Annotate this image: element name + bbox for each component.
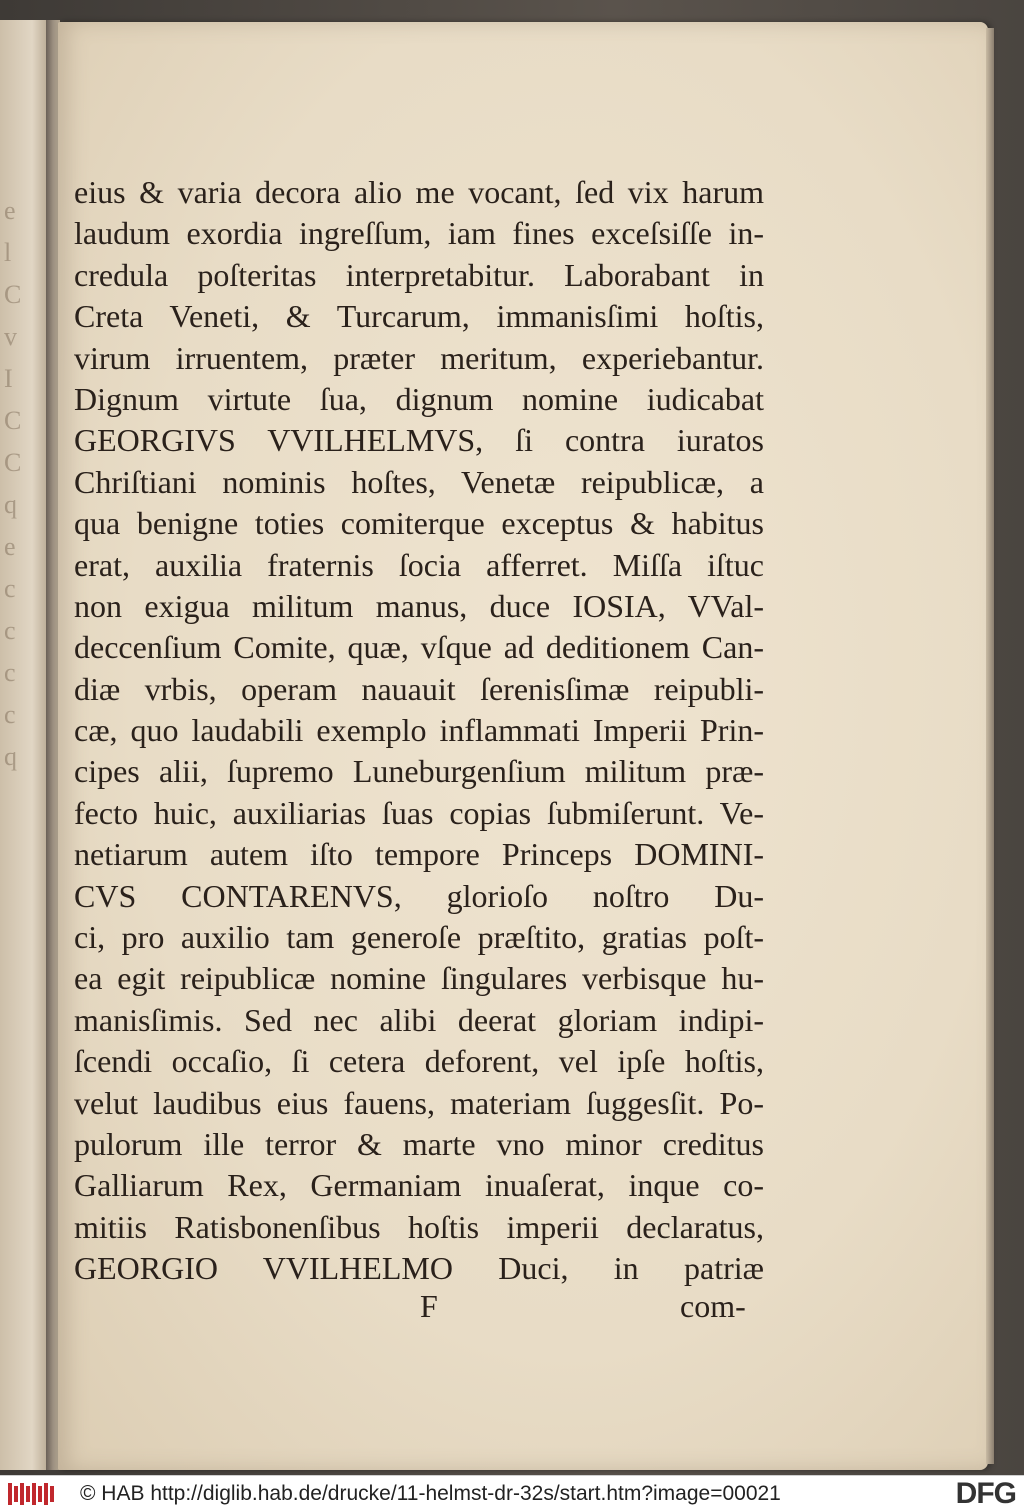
text-line: fecto huic, auxiliarias ſuas copias ſubmiſerunt. Ve- xyxy=(74,794,764,831)
text-line: ea egit reipublicæ nomine ſingulares verbisque hu- xyxy=(74,960,764,997)
text-line: velut laudibus eius fauens, materiam ſuggesſit. Po- xyxy=(74,1084,764,1121)
text-line: ſcendi occaſio, ſi cetera deforent, vel ipſe hoſtis, xyxy=(74,1043,764,1080)
text-line: netiarum autem iſto tempore Princeps DOMINI- xyxy=(74,836,764,873)
text-line: Galliarum Rex, Germaniam inuaſerat, inque co- xyxy=(74,1167,764,1204)
text-line: qua benigne toties comiterque exceptus & habitus xyxy=(74,505,764,542)
text-line: cipes alii, ſupremo Luneburgenſium militum præ- xyxy=(74,753,764,790)
text-line: GEORGIO VVILHELMO Duci, in patriæ xyxy=(74,1250,764,1287)
text-line: non exigua militum manus, duce IOSIA, VVal- xyxy=(74,587,764,624)
text-line: Creta Veneti, & Turcarum, immanisſimi hoſtis, xyxy=(74,298,764,335)
text-line: erat, auxilia fraternis ſocia afferret. Miſſa iſtuc xyxy=(74,546,764,583)
text-line: cæ, quo laudabili exemplo inflammati Imperii Prin- xyxy=(74,712,764,749)
catchword: com- xyxy=(680,1288,746,1324)
text-line: mitiis Ratisbonenſibus hoſtis imperii declaratus, xyxy=(74,1208,764,1245)
text-line: Dignum virtute ſua, dignum nomine iudicabat xyxy=(74,380,764,417)
viewer-footer xyxy=(0,1475,1024,1511)
body-text xyxy=(74,172,764,1290)
text-line: pulorum ille terror & marte vno minor creditus xyxy=(74,1125,764,1162)
text-line: manisſimis. Sed nec alibi deerat gloriam indipi- xyxy=(74,1001,764,1038)
previous-page-edge xyxy=(0,20,48,1470)
copyright-link[interactable]: © HAB http://diglib.hab.de/drucke/11-helmst-dr-32s/start.htm?image=00021 xyxy=(80,1481,781,1505)
page-edge xyxy=(986,28,994,1464)
text-line: diæ vrbis, operam nauauit ſerenisſimæ reipubli- xyxy=(74,670,764,707)
bleed-through-text: e l C v I C C q e c c c c q xyxy=(4,196,22,771)
text-line: CVS CONTARENVS, glorioſo noſtro Du- xyxy=(74,877,764,914)
text-line: deccenſium Comite, quæ, vſque ad deditionem Can- xyxy=(74,629,764,666)
dfg-logo: DFG xyxy=(955,1476,1016,1510)
text-line: credula poſteritas interpretabitur. Laborabant in xyxy=(74,256,764,293)
text-line: virum irruentem, præter meritum, experiebantur. xyxy=(74,339,764,376)
text-line: GEORGIVS VVILHELMVS, ſi contra iuratos xyxy=(74,422,764,459)
text-line: eius & varia decora alio me vocant, ſed vix harum xyxy=(74,174,764,210)
text-line: laudum exordia ingreſſum, iam fines exceſsiſſe in- xyxy=(74,215,764,252)
signature-mark: F xyxy=(420,1288,438,1324)
text-line: ci, pro auxilio tam generoſe præſtito, gratias poſt- xyxy=(74,919,764,956)
text-line: Chriſtiani nominis hoſtes, Venetæ reipublicæ, a xyxy=(74,463,764,500)
hab-logo-icon xyxy=(8,1481,56,1507)
